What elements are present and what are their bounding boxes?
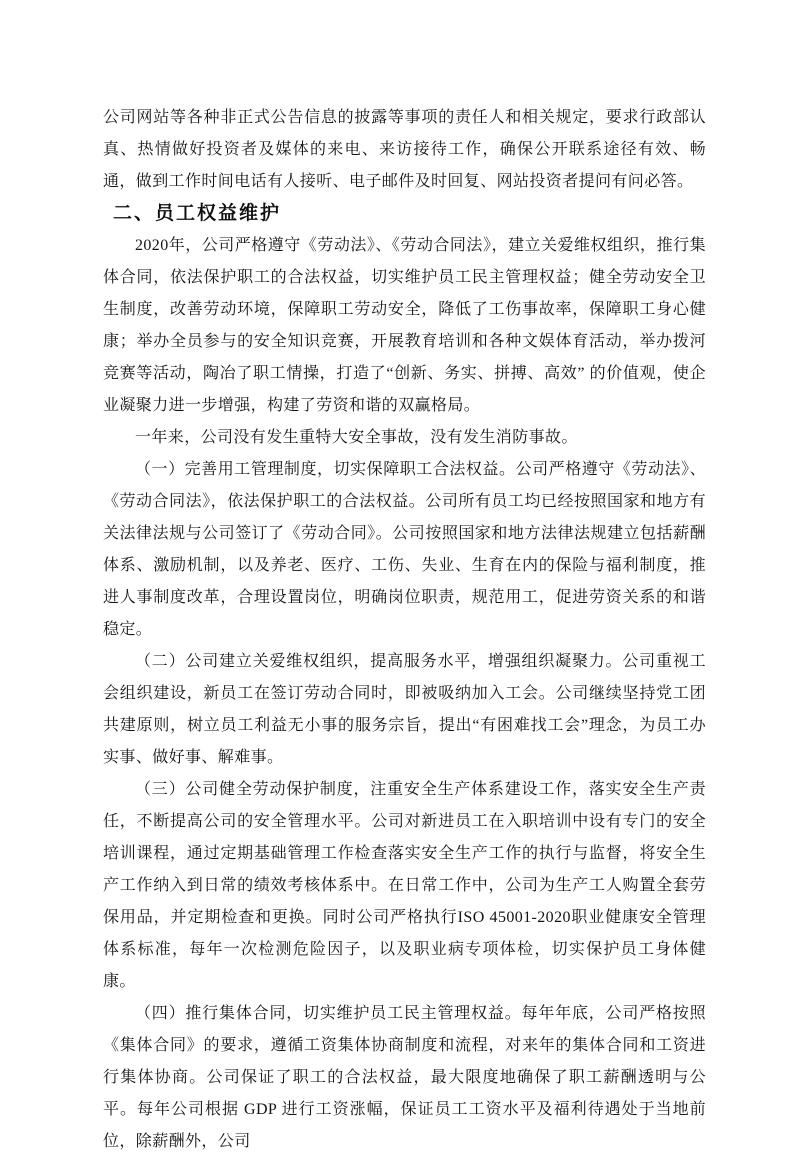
paragraph: （一）完善用工管理制度，切实保障职工合法权益。公司严格遵守《劳动法》、《劳动合同法》，依法保护职工的合法权益。公司所有员工均已经按照国家和地方有关法律法规与公司签订了《劳动合同》。公司按照国家和地方法律法规建立包括薪酬体系、激励机制，以及养老、医疗、工伤、失业、生育在内的保险与福利制度，推进人事制度改革，合理设置岗位，明确岗位职责，规范用工，促进劳资关系的和谐稳定。: [103, 461, 706, 638]
section-heading: 二、员工权益维护: [113, 203, 282, 224]
paragraph-continuation: 公司网站等各种非正式公告信息的披露等事项的责任人和相关规定，要求行政部认真、热情做好投资者及媒体的来电、来访接待工作，确保公开联系途径有效、畅通，做到工作时间电话有人接听、电子邮件及时回复、网站投资者提问有问必答。: [103, 109, 706, 190]
paragraph: 一年来，公司没有发生重特大安全事故，没有发生消防事故。: [135, 429, 578, 446]
paragraph: （三）公司健全劳动保护制度，注重安全生产体系建设工作，落实安全生产责任，不断提高公司的安全管理水平。公司对新进员工在入职培训中设有专门的安全培训课程，通过定期基础管理工作检查落实安全生产工作的执行与监督，将安全生产工作纳入到日常的绩效考核体系中。在日常工作中，公司为生产工人购置全套劳保用品，并定期检查和更换。同时公司严格执行ISO 45001-2020职业健康安全管理体系标准，每年一次检测危险因子，以及职业病专项体检，切实保护员工身体健康。: [103, 781, 706, 990]
paragraph: 2020年，公司严格遵守《劳动法》、《劳动合同法》，建立关爱维权组织，推行集体合同，依法保护职工的合法权益，切实维护员工民主管理权益；健全劳动安全卫生制度，改善劳动环境，保障职工劳动安全，降低了工伤事故率，保障职工身心健康；举办全员参与的安全知识竞赛，开展教育培训和各种文娱体育活动，举办拨河竞赛等活动，陶冶了职工情操，打造了“创新、务实、拼搏、高效” 的价值观，使企业凝聚力进一步增强，构建了劳资和谐的双赢格局。: [103, 237, 706, 414]
paragraph: （二）公司建立关爱维权组织，提高服务水平，增强组织凝聚力。公司重视工会组织建设，新员工在签订劳动合同时，即被吸纳加入工会。公司继续坚持党工团共建原则，树立员工利益无小事的服务宗旨，提出“有困难找工会”理念，为员工办实事、做好事、解难事。: [103, 653, 706, 766]
paragraph: （四）推行集体合同，切实维护员工民主管理权益。每年年底，公司严格按照《集体合同》的要求，遵循工资集体协商制度和流程，对来年的集体合同和工资进行集体协商。公司保证了职工的合法权益，最大限度地确保了职工薪酬透明与公平。每年公司根据 GDP 进行工资涨幅，保证员工工资水平及福利待遇处于当地前位，除薪酬外，公司: [103, 1005, 706, 1150]
